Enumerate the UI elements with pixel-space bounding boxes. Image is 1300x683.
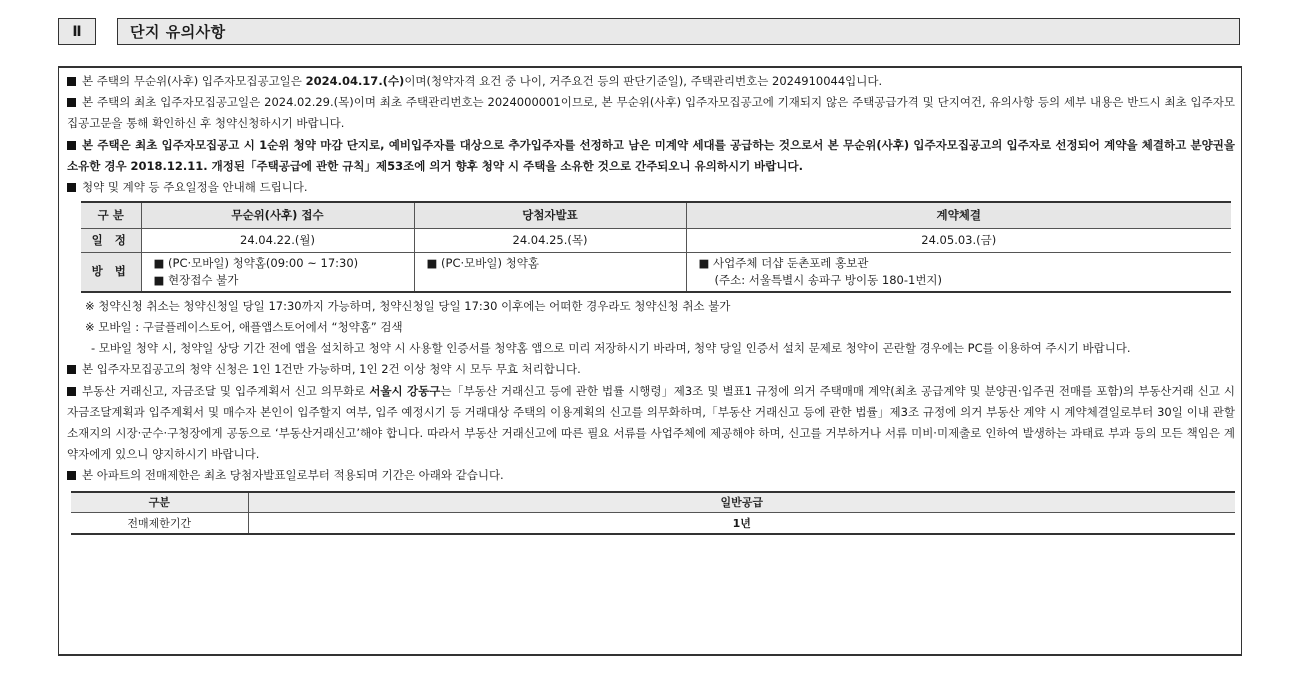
row-label-date: 일 정: [81, 228, 141, 252]
resale-table: [71, 491, 1235, 535]
table-header: 구 분: [81, 202, 141, 228]
notice-box: [58, 66, 1242, 656]
date-cell: 24.05.03.(금): [686, 228, 1231, 252]
row-label-method: 방 법: [81, 252, 141, 292]
table-row: [71, 513, 1235, 534]
method-cell: ■ 사업주체 더샵 둔촌포레 홍보관 (주소: 서울특별시 송파구 방이동 180-1번지): [686, 252, 1231, 292]
table-row: [81, 202, 1231, 228]
method-cell: ■ (PC·모바일) 청약홈: [414, 252, 686, 292]
section-title: 단지 유의사항: [117, 18, 1240, 45]
date-cell: 24.04.25.(목): [414, 228, 686, 252]
note-mobile-detail: - 모바일 청약 시, 청약일 상당 기간 전에 앱을 설치하고 청약 시 사용할 인증서를 청약홈 앱으로 미리 저장하시기 바라며, 청약 당일 인증서 설치 문제로 청약이 곤란할 경우에는 PC를 이용하여 주시기 바랍니다.: [91, 341, 1131, 356]
resale-period-label: 전매제한기간: [71, 513, 248, 534]
note-mobile: ※ 모바일 : 구글플레이스토어, 애플앱스토어에서 “청약홈” 검색: [85, 319, 403, 334]
square-bullet-icon: [67, 183, 76, 192]
note-cancel: ※ 청약신청 취소는 청약신청일 당일 17:30까지 가능하며, 청약신청일 당일 17:30 이후에는 어떠한 경우라도 청약신청 취소 불가: [85, 298, 731, 313]
schedule-table: [81, 201, 1231, 293]
table-header: 계약체결: [686, 202, 1231, 228]
table-row: [81, 228, 1231, 252]
date-cell: 24.04.22.(월): [141, 228, 414, 252]
square-bullet-icon: [67, 471, 76, 480]
notice-paragraph-5: 본 입주자모집공고의 청약 신청은 1인 1건만 가능하며, 1인 2건 이상 청약 시 모두 무효 처리합니다.: [67, 359, 1235, 380]
notice-paragraph-7: 본 아파트의 전매제한은 최초 당첨자발표일로부터 적용되며 기간은 아래와 같습니다.: [67, 465, 1235, 486]
section-number: Ⅱ: [58, 18, 96, 45]
resale-period-value: 1년: [248, 513, 1235, 534]
notice-paragraph-1: 본 주택의 무순위(사후) 입주자모집공고일은 2024.04.17.(수)이며(청약자격 요건 중 나이, 거주요건 등의 판단기준일), 주택관리번호는 2024910044입니다.: [67, 71, 1235, 92]
notice-paragraph-6: 부동산 거래신고, 자금조달 및 입주계획서 신고 의무화로 서울시 강동구는「부동산 거래신고 등에 관한 법률 시행령」제3조 및 별표1 규정에 의거 주택매매 계약(최초 공급계약 및 분양권·입주권 전매를 포함)의 부동산거래 신고 시 자금조달계획과 입주계획서 및 매수자 본인이 입주할지 여부, 입주 예정시기 등 거래대상 주택의 이용계획의 신고를 의무화하며,「부동산 거래신고 등에 관한 법률」제3조 규정에 의거 부동산 계약 시 계약체결일로부터 30일 이내 관할 소재지의 시장·군수·구청장에게 공동으로 ‘부동산거래신고’해야 합니다. 따라서 부동산 거래신고에 따른 필요 서류를 사업주체에 제공해야 하며, 신고를 거부하거나 서류 미비·미제출로 인하여 발생하는 과태료 부과 등의 모든 책임은 계약자에게 있으니 양지하시기 바랍니다.: [67, 383, 1235, 462]
table-row: [81, 252, 1231, 292]
notice-paragraph-4: 청약 및 계약 등 주요일정을 안내해 드립니다.: [67, 177, 1235, 198]
table-header: 무순위(사후) 접수: [141, 202, 414, 228]
table-header: 구분: [71, 492, 248, 513]
square-bullet-icon: [67, 77, 76, 86]
square-bullet-icon: [67, 141, 76, 150]
notice-paragraph-3: 본 주택은 최초 입주자모집공고 시 1순위 청약 마감 단지로, 예비입주자를 대상으로 추가입주자를 선정하고 남은 미계약 세대를 공급하는 것으로서 본 무순위(사후) 입주자모집공고의 입주자로 선정되어 계약을 체결하고 분양권을 소유한 경우 2018.12.11. 개정된「주택공급에 관한 규칙」제53조에 의거 향후 청약 시 주택을 소유한 것으로 간주되오니 유의하시기 바랍니다.: [67, 137, 1235, 173]
table-header: 일반공급: [248, 492, 1235, 513]
square-bullet-icon: [67, 387, 76, 396]
table-row: [71, 492, 1235, 513]
method-cell: ■ (PC·모바일) 청약홈(09:00 ~ 17:30) ■ 현장접수 불가: [141, 252, 414, 292]
section-header: [58, 18, 226, 45]
table-header: 당첨자발표: [414, 202, 686, 228]
notice-paragraph-2: 본 주택의 최초 입주자모집공고일은 2024.02.29.(목)이며 최초 주택관리번호는 2024000001이므로, 본 무순위(사후) 입주자모집공고에 기재되지 않은 주택공급가격 및 단지여건, 유의사항 등의 세부 내용은 반드시 최초 입주자모집공고문을 통해 확인하신 후 청약신청하시기 바랍니다.: [67, 95, 1235, 131]
square-bullet-icon: [67, 98, 76, 107]
square-bullet-icon: [67, 365, 76, 374]
